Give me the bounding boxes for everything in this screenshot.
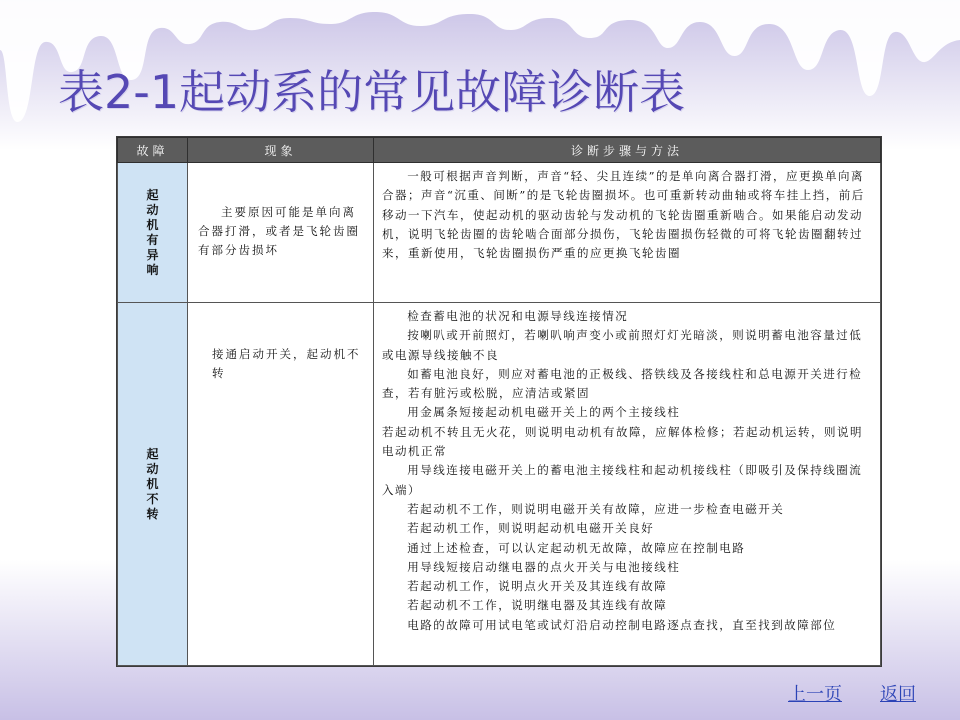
symptom-cell xyxy=(188,303,374,666)
table-header-row xyxy=(118,138,881,163)
header-method: 诊断步骤与方法 xyxy=(374,138,881,163)
back-link[interactable]: 返回 xyxy=(880,684,916,705)
method-line: 通过上述检查，可以认定起动机无故障，故障应在控制电路 xyxy=(407,540,746,555)
page-title: 表2-1起动系的常见故障诊断表 xyxy=(58,65,686,119)
symptom-text: 接通启动开关，起动机不转 xyxy=(212,347,361,380)
symptom-text: 主要原因可能是单向离合器打滑，或者是飞轮齿圈有部分齿损坏 xyxy=(198,205,360,257)
fault-cell xyxy=(118,303,188,666)
method-cell xyxy=(374,303,881,666)
prev-page-link[interactable]: 上一页 xyxy=(788,684,842,705)
header-fault: 故障 xyxy=(118,138,188,163)
fault-diagnosis-table xyxy=(116,136,882,667)
method-line: 若起动机不转且无火花，则说明电动机有故障，应解体检修；若起动机运转，则说明电动机正常 xyxy=(382,424,863,459)
method-line: 用金属条短接起动机电磁开关上的两个主接线柱 xyxy=(407,405,681,420)
method-line: 检查蓄电池的状况和电源导线连接情况 xyxy=(407,309,629,323)
method-cell xyxy=(374,163,881,303)
header-symptom: 现象 xyxy=(188,138,374,163)
method-line: 若起动机工作，则说明起动机电磁开关良好 xyxy=(407,521,655,536)
method-line: 若起动机工作，说明点火开关及其连线有故障 xyxy=(407,579,668,594)
method-line: 若起动机不工作，说明继电器及其连线有故障 xyxy=(407,598,668,613)
table-row xyxy=(118,303,881,666)
method-line: 用导线连接电磁开关上的蓄电池主接线柱和起动机接线柱（即吸引及保持线圈流入端） xyxy=(382,463,863,497)
method-line: 一般可根据声音判断，声音“轻、尖且连续”的是单向离合器打滑，应更换单向离合器；声音“沉重、间断”的是飞轮齿圈损坏。也可重新转动曲轴或将车挂上挡，前后移动一下汽车，使起动机的驱动齿轮与发动机的飞轮齿圈重新啮合。如果能启动发动机，说明飞轮齿圈的齿轮啮合面部分损伤，飞轮齿圈损伤轻微的可将飞轮齿圈翻转过来，重新使用，飞轮齿圈损伤严重的应更换飞轮齿圈 xyxy=(382,169,865,261)
method-line: 按喇叭或开前照灯，若喇叭响声变小或前照灯灯光暗淡，则说明蓄电池容量过低或电源导线接触不良 xyxy=(382,328,863,362)
method-line: 若起动机不工作，则说明电磁开关有故障，应进一步检查电磁开关 xyxy=(407,501,785,516)
fault-cell xyxy=(118,163,188,303)
fault-label: 起动机有异响 xyxy=(146,187,159,277)
method-line: 如蓄电池良好，则应对蓄电池的正极线、搭铁线及各接线柱和总电源开关进行检查，若有脏污或松脱，应清洁或紧固 xyxy=(382,366,863,401)
table-row xyxy=(118,163,881,303)
symptom-cell xyxy=(188,163,374,303)
method-line: 用导线短接启动继电器的点火开关与电池接线柱 xyxy=(407,559,681,574)
fault-label: 起动机不转 xyxy=(146,446,159,521)
method-line: 电路的故障可用试电笔或试灯沿启动控制电路逐点查找，直至找到故障部位 xyxy=(407,617,837,632)
